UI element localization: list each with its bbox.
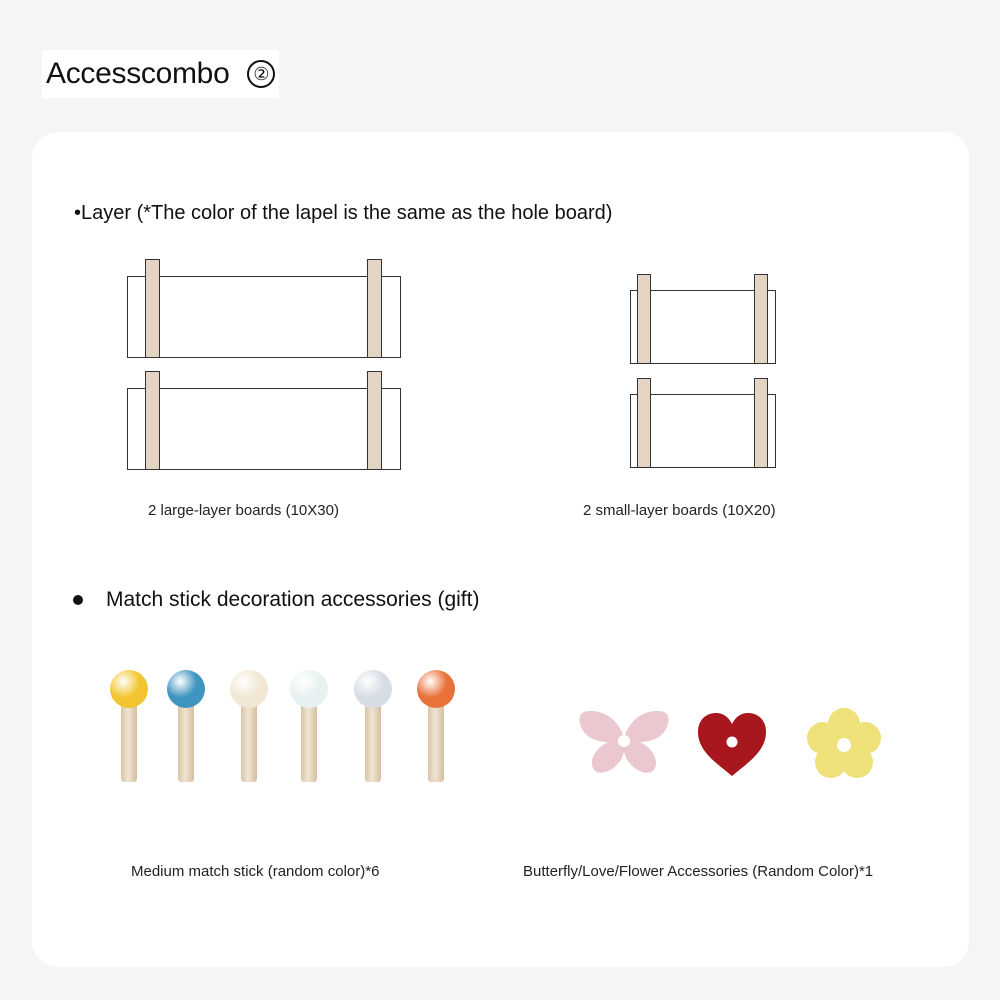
blue-ball-stick-icon xyxy=(166,670,206,790)
stick-ball xyxy=(230,670,268,708)
accessories-caption: Butterfly/Love/Flower Accessories (Random Color)*1 xyxy=(523,863,874,880)
small-board-bottom-lapel-left xyxy=(637,378,651,468)
small-boards-caption: 2 small-layer boards (10X20) xyxy=(583,502,776,519)
large-board-top-lapel-left xyxy=(145,259,160,358)
heart-icon xyxy=(696,712,768,778)
large-board-bottom-lapel-right xyxy=(367,371,382,470)
yellow-ball-stick-icon xyxy=(109,670,149,790)
page-title-part-2: combo xyxy=(140,57,230,90)
stick-ball xyxy=(417,670,455,708)
title-number-badge: ② xyxy=(247,60,275,88)
grey-ball-stick-icon xyxy=(353,670,393,790)
stick-ball xyxy=(167,670,205,708)
large-board-top-lapel-right xyxy=(367,259,382,358)
cream-ball-stick-icon xyxy=(229,670,269,790)
content-card xyxy=(32,132,969,967)
small-board-top-lapel-left xyxy=(637,274,651,364)
stick-ball xyxy=(110,670,148,708)
large-boards-caption: 2 large-layer boards (10X30) xyxy=(148,502,339,519)
flower-icon xyxy=(805,707,883,781)
butterfly-icon xyxy=(578,708,670,776)
stick-ball xyxy=(290,670,328,708)
page-title-part-1: Access xyxy=(46,57,141,90)
bullet-dot xyxy=(73,595,83,605)
white-ball-stick-icon xyxy=(289,670,329,790)
page-title xyxy=(42,50,279,98)
large-board-top xyxy=(127,276,401,358)
small-board-top-lapel-right xyxy=(754,274,768,364)
stick-ball xyxy=(354,670,392,708)
orange-ball-stick-icon xyxy=(416,670,456,790)
layer-section-heading: •Layer (*The color of the lapel is the same as the hole board) xyxy=(74,202,613,224)
match-section-heading: Match stick decoration accessories (gift) xyxy=(106,588,480,611)
large-board-bottom xyxy=(127,388,401,470)
small-board-bottom-lapel-right xyxy=(754,378,768,468)
large-board-bottom-lapel-left xyxy=(145,371,160,470)
sticks-caption: Medium match stick (random color)*6 xyxy=(131,863,380,880)
